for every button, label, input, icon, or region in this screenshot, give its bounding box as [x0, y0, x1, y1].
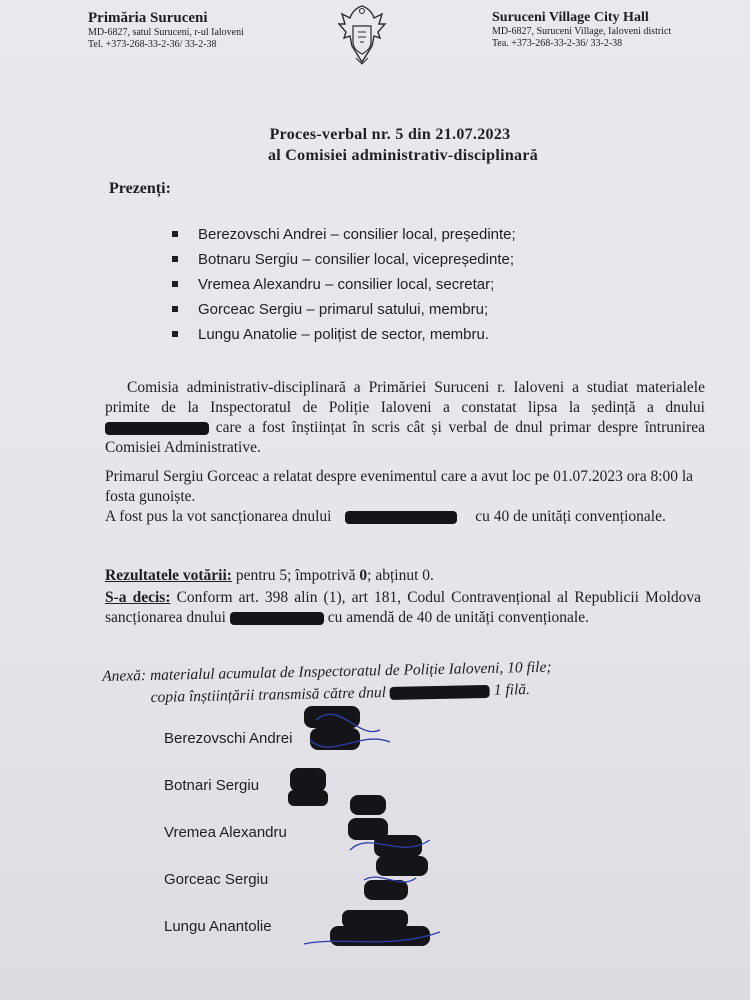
list-item	[172, 222, 516, 247]
member-text: Botnaru Sergiu – consilier local, vicepreședinte;	[198, 251, 515, 268]
decision-text: cu amendă de 40 de unități convenționale.	[323, 609, 589, 626]
paragraph-commission	[105, 378, 705, 458]
voting-results	[105, 566, 434, 586]
redaction-bar	[105, 422, 209, 435]
signer-name: Berezovschi Andrei	[164, 730, 293, 747]
members-list	[172, 222, 516, 347]
annex-line: 1 filă.	[493, 681, 531, 699]
list-item	[172, 297, 516, 322]
results-text: ; abținut 0.	[367, 567, 434, 584]
header-right-phone: Tea. +373-268-33-2-36/ 33-2-38	[492, 37, 623, 49]
annex-label: Anexă:	[102, 667, 147, 685]
results-against: 0	[359, 567, 368, 584]
square-bullet-icon	[172, 256, 178, 262]
results-label: Rezultatele votării:	[105, 567, 232, 584]
redaction-bar	[390, 685, 490, 700]
header-left	[88, 10, 244, 50]
signer-name: Gorceac Sergiu	[164, 871, 269, 888]
decision	[105, 588, 701, 628]
square-bullet-icon	[172, 231, 178, 237]
paragraph-text: care a fost înștiințat în scris cât și verbal de dnul primar despre întrunirea Comisiei Administrative.	[105, 419, 705, 456]
header-right-org: Suruceni Village City Hall	[492, 10, 649, 25]
annex-line: copia înștiințării transmisă către dnul	[150, 684, 387, 706]
list-item	[172, 322, 516, 347]
header-left-org: Primăria Suruceni	[88, 10, 208, 26]
signer-name: Vremea Alexandru	[164, 824, 287, 841]
member-text: Gorceac Sergiu – primarul satului, membru;	[198, 301, 489, 318]
signer-name: Botnari Sergiu	[164, 777, 260, 794]
redacted-signatures	[280, 700, 480, 960]
annex-line: materialul acumulat de Inspectoratul de Poliție Ialoveni, 10 file;	[145, 658, 552, 685]
coat-of-arms-icon	[336, 2, 388, 68]
list-item	[172, 247, 516, 272]
header-right	[492, 10, 671, 49]
results-text: pentru 5; împotrivă	[231, 567, 360, 584]
square-bullet-icon	[172, 331, 178, 337]
paragraph-mayor: Primarul Sergiu Gorceac a relatat despre evenimentul care a avut loc pe 01.07.2023 ora 8:00 la fosta gunoiște.	[105, 468, 694, 505]
paragraph-vote	[105, 507, 705, 527]
header-left-phone: Tel. +373-268-33-2-36/ 33-2-38	[88, 38, 217, 50]
header-right-address: MD-6827, Suruceni Village, Ialoveni district	[492, 26, 672, 38]
decision-text: Conform art. 398 alin (1), art 181, Codul Contravențional al Republicii Moldova sancționarea dnului	[105, 589, 701, 626]
header-left-address: MD-6827, satul Suruceni, r-ul Ialoveni	[88, 27, 244, 39]
decision-label: S-a decis:	[105, 589, 171, 606]
member-text: Lungu Anatolie – polițist de sector, membru.	[198, 326, 490, 343]
redaction-bar	[345, 511, 457, 524]
member-text: Vremea Alexandru – consilier local, secretar;	[198, 276, 495, 293]
present-label: Prezenți:	[109, 180, 171, 197]
list-item	[172, 272, 516, 297]
redaction-bar	[230, 612, 324, 625]
member-text: Berezovschi Andrei – consilier local, președinte;	[198, 226, 516, 243]
square-bullet-icon	[172, 306, 178, 312]
document-title: Proces-verbal nr. 5 din 21.07.2023	[269, 126, 511, 143]
paragraph-text: Comisia administrativ-disciplinară a Primăriei Suruceni r. Ialoveni a studiat materialele primite de la Inspectoratul de Poliție Ialoveni a constatat lipsa la ședință a dnului	[105, 379, 705, 416]
signer-name: Lungu Anantolie	[164, 918, 272, 935]
signatories	[164, 730, 292, 965]
paragraph-text: cu 40 de unități convenționale.	[475, 508, 666, 525]
paragraph-text: A fost pus la vot sancționarea dnului	[105, 508, 332, 525]
square-bullet-icon	[172, 281, 178, 287]
document-subtitle: al Comisiei administrativ-disciplinară	[267, 147, 539, 164]
